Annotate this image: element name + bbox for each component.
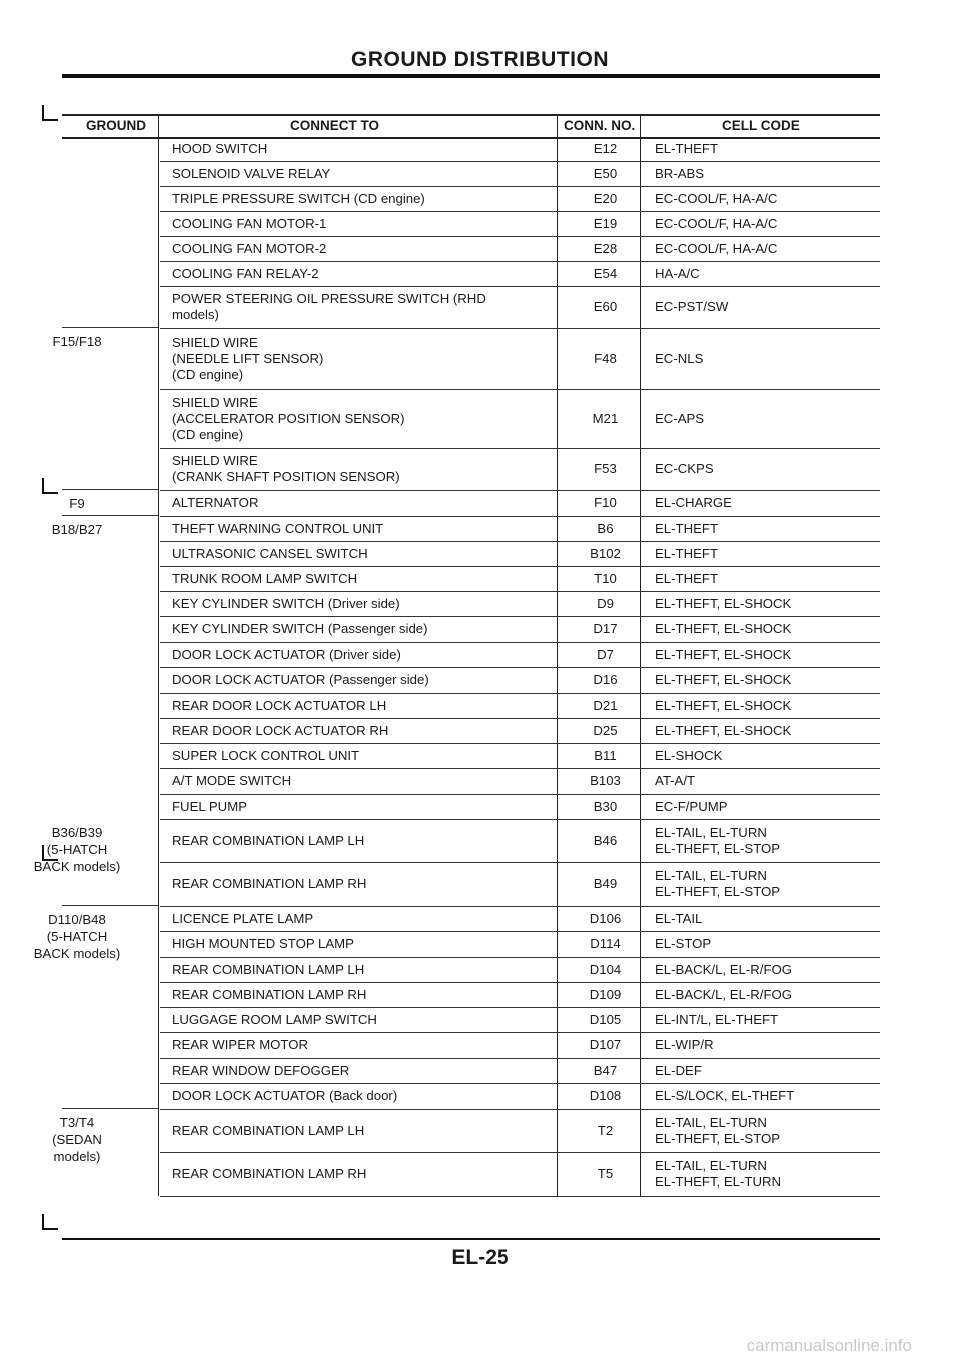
table-row bbox=[160, 591, 880, 616]
ground-label: B18/B27 bbox=[51, 522, 103, 537]
connect-to-cell: REAR DOOR LOCK ACTUATOR RH bbox=[160, 718, 564, 743]
cell-code-cell: AT-A/T bbox=[647, 768, 880, 794]
cell-code-cell: EC-F/PUMP bbox=[647, 794, 880, 819]
connect-to-cell: SUPER LOCK CONTROL UNIT bbox=[160, 743, 564, 768]
ground-label: F15/F18 bbox=[52, 334, 102, 349]
conn-no-cell: D109 bbox=[564, 982, 647, 1007]
conn-no-cell: D16 bbox=[564, 667, 647, 693]
cell-code-cell: EC-APS bbox=[647, 389, 880, 448]
table-row bbox=[160, 448, 880, 490]
cell-code-cell: EL-THEFT bbox=[647, 138, 880, 161]
cell-code-cell: EL-THEFT, EL-SHOCK bbox=[647, 642, 880, 667]
table-row bbox=[160, 186, 880, 211]
header-ground: GROUND bbox=[86, 118, 146, 133]
connect-to-cell: COOLING FAN MOTOR-1 bbox=[160, 211, 564, 236]
table-row bbox=[160, 1152, 880, 1196]
connect-to-cell: REAR COMBINATION LAMP LH bbox=[160, 957, 564, 982]
table-row bbox=[160, 906, 880, 931]
connect-to-cell: A/T MODE SWITCH bbox=[160, 768, 564, 794]
conn-no-cell: B46 bbox=[564, 819, 647, 862]
table-row bbox=[160, 389, 880, 448]
conn-no-cell: T10 bbox=[564, 566, 647, 591]
table-row bbox=[160, 261, 880, 286]
cell-code-cell: EL-THEFT, EL-SHOCK bbox=[647, 667, 880, 693]
table-row bbox=[160, 566, 880, 591]
conn-no-cell: F48 bbox=[564, 328, 647, 389]
conn-no-cell: E28 bbox=[564, 236, 647, 261]
cell-code-cell: EL-TAIL, EL-TURN EL-THEFT, EL-TURN bbox=[647, 1152, 880, 1196]
conn-no-cell: B49 bbox=[564, 862, 647, 906]
header-top-rule bbox=[62, 114, 880, 116]
cell-code-cell: EL-THEFT bbox=[647, 566, 880, 591]
cell-code-cell: BR-ABS bbox=[647, 161, 880, 186]
cell-code-cell: EC-COOL/F, HA-A/C bbox=[647, 211, 880, 236]
table-row bbox=[160, 1032, 880, 1058]
conn-no-cell: T5 bbox=[564, 1152, 647, 1196]
bottom-rule bbox=[62, 1238, 880, 1240]
table-row bbox=[160, 819, 880, 862]
connect-to-cell: DOOR LOCK ACTUATOR (Driver side) bbox=[160, 642, 564, 667]
cell-code-cell: EL-THEFT, EL-SHOCK bbox=[647, 693, 880, 718]
cell-code-cell: EC-COOL/F, HA-A/C bbox=[647, 186, 880, 211]
table-row bbox=[160, 862, 880, 906]
table-row bbox=[160, 931, 880, 957]
conn-no-cell: E19 bbox=[564, 211, 647, 236]
table-row bbox=[160, 616, 880, 642]
connect-to-cell: REAR WINDOW DEFOGGER bbox=[160, 1058, 564, 1083]
table-row bbox=[160, 286, 880, 328]
cell-code-cell: EL-S/LOCK, EL-THEFT bbox=[647, 1083, 880, 1109]
table-row bbox=[160, 982, 880, 1007]
conn-no-cell: D17 bbox=[564, 616, 647, 642]
cell-code-cell: EL-TAIL, EL-TURN EL-THEFT, EL-STOP bbox=[647, 1109, 880, 1152]
connect-to-cell: TRIPLE PRESSURE SWITCH (CD engine) bbox=[160, 186, 564, 211]
conn-no-cell: T2 bbox=[564, 1109, 647, 1152]
table-row bbox=[160, 138, 880, 161]
conn-no-cell: B30 bbox=[564, 794, 647, 819]
cell-code-cell: EC-CKPS bbox=[647, 448, 880, 490]
conn-no-cell: D107 bbox=[564, 1032, 647, 1058]
watermark: carmanualsonline.info bbox=[746, 1336, 912, 1355]
table-row bbox=[160, 642, 880, 667]
table-row bbox=[160, 1109, 880, 1152]
cell-code-cell: EL-BACK/L, EL-R/FOG bbox=[647, 957, 880, 982]
conn-no-cell: B102 bbox=[564, 541, 647, 566]
table-row bbox=[160, 516, 880, 541]
ground-label: D110/B48 (5-HATCH BACK models) bbox=[33, 912, 121, 961]
connect-to-cell: REAR COMBINATION LAMP LH bbox=[160, 1109, 564, 1152]
table-row bbox=[160, 211, 880, 236]
table-row bbox=[160, 1083, 880, 1109]
conn-no-cell: D21 bbox=[564, 693, 647, 718]
connect-to-cell: FUEL PUMP bbox=[160, 794, 564, 819]
conn-no-cell: E12 bbox=[564, 138, 647, 161]
conn-no-cell: D25 bbox=[564, 718, 647, 743]
title-rule bbox=[62, 74, 880, 78]
table-row bbox=[160, 490, 880, 516]
connect-to-cell: REAR COMBINATION LAMP RH bbox=[160, 982, 564, 1007]
cell-code-cell: EC-PST/SW bbox=[647, 286, 880, 328]
conn-no-cell: M21 bbox=[564, 389, 647, 448]
connect-to-cell: SOLENOID VALVE RELAY bbox=[160, 161, 564, 186]
page-title: GROUND DISTRIBUTION bbox=[351, 48, 609, 71]
margin-tick-mark bbox=[42, 105, 58, 121]
connect-to-cell: REAR DOOR LOCK ACTUATOR LH bbox=[160, 693, 564, 718]
connect-to-cell: SHIELD WIRE (ACCELERATOR POSITION SENSOR) (CD engine) bbox=[160, 389, 564, 448]
conn-no-cell: D114 bbox=[564, 931, 647, 957]
ground-group-rule bbox=[62, 1108, 158, 1109]
conn-no-cell: D108 bbox=[564, 1083, 647, 1109]
connect-to-cell: DOOR LOCK ACTUATOR (Back door) bbox=[160, 1083, 564, 1109]
conn-no-cell: B11 bbox=[564, 743, 647, 768]
connect-to-cell: ULTRASONIC CANSEL SWITCH bbox=[160, 541, 564, 566]
table-row bbox=[160, 236, 880, 261]
connect-to-cell: ALTERNATOR bbox=[160, 490, 564, 516]
cell-code-cell: HA-A/C bbox=[647, 261, 880, 286]
ground-group-rule bbox=[62, 515, 158, 516]
table-row bbox=[160, 794, 880, 819]
cell-code-cell: EC-COOL/F, HA-A/C bbox=[647, 236, 880, 261]
cell-code-cell: EL-INT/L, EL-THEFT bbox=[647, 1007, 880, 1032]
cell-code-cell: EL-THEFT bbox=[647, 541, 880, 566]
connect-to-cell: KEY CYLINDER SWITCH (Passenger side) bbox=[160, 616, 564, 642]
cell-code-cell: EL-THEFT, EL-SHOCK bbox=[647, 616, 880, 642]
connect-to-cell: REAR COMBINATION LAMP RH bbox=[160, 1152, 564, 1196]
connect-to-cell: TRUNK ROOM LAMP SWITCH bbox=[160, 566, 564, 591]
cell-code-cell: EC-NLS bbox=[647, 328, 880, 389]
connect-to-cell: REAR COMBINATION LAMP LH bbox=[160, 819, 564, 862]
conn-no-cell: F10 bbox=[564, 490, 647, 516]
margin-tick-mark bbox=[42, 1214, 58, 1230]
conn-no-cell: D7 bbox=[564, 642, 647, 667]
ground-group-rule bbox=[62, 489, 158, 490]
column-divider bbox=[158, 114, 159, 1196]
connect-to-cell: DOOR LOCK ACTUATOR (Passenger side) bbox=[160, 667, 564, 693]
table-row bbox=[160, 693, 880, 718]
connect-to-cell: LUGGAGE ROOM LAMP SWITCH bbox=[160, 1007, 564, 1032]
table-row bbox=[160, 161, 880, 186]
connect-to-cell: COOLING FAN RELAY-2 bbox=[160, 261, 564, 286]
conn-no-cell: D9 bbox=[564, 591, 647, 616]
cell-code-cell: EL-CHARGE bbox=[647, 490, 880, 516]
table-row bbox=[160, 328, 880, 389]
conn-no-cell: E60 bbox=[564, 286, 647, 328]
cell-code-cell: EL-WIP/R bbox=[647, 1032, 880, 1058]
conn-no-cell: B47 bbox=[564, 1058, 647, 1083]
ground-group-rule bbox=[62, 905, 158, 906]
conn-no-cell: D104 bbox=[564, 957, 647, 982]
conn-no-cell: B6 bbox=[564, 516, 647, 541]
cell-code-cell: EL-DEF bbox=[647, 1058, 880, 1083]
table-row bbox=[160, 768, 880, 794]
table-row bbox=[160, 743, 880, 768]
connect-to-cell: REAR COMBINATION LAMP RH bbox=[160, 862, 564, 906]
conn-no-cell: E54 bbox=[564, 261, 647, 286]
table-row bbox=[160, 1007, 880, 1032]
header-cell-code: CELL CODE bbox=[722, 118, 800, 133]
ground-distribution-table bbox=[160, 138, 880, 1197]
cell-code-cell: EL-SHOCK bbox=[647, 743, 880, 768]
conn-no-cell: D106 bbox=[564, 906, 647, 931]
cell-code-cell: EL-STOP bbox=[647, 931, 880, 957]
cell-code-cell: EL-THEFT bbox=[647, 516, 880, 541]
ground-group-rule bbox=[62, 327, 158, 328]
cell-code-cell: EL-TAIL, EL-TURN EL-THEFT, EL-STOP bbox=[647, 862, 880, 906]
conn-no-cell: E50 bbox=[564, 161, 647, 186]
connect-to-cell: SHIELD WIRE (NEEDLE LIFT SENSOR) (CD engine) bbox=[160, 328, 564, 389]
connect-to-cell: REAR WIPER MOTOR bbox=[160, 1032, 564, 1058]
conn-no-cell: B103 bbox=[564, 768, 647, 794]
cell-code-cell: EL-BACK/L, EL-R/FOG bbox=[647, 982, 880, 1007]
connect-to-cell: HIGH MOUNTED STOP LAMP bbox=[160, 931, 564, 957]
ground-label: F9 bbox=[69, 496, 85, 511]
ground-label: B36/B39 (5-HATCH BACK models) bbox=[33, 825, 121, 874]
connect-to-cell: THEFT WARNING CONTROL UNIT bbox=[160, 516, 564, 541]
margin-tick-mark bbox=[42, 478, 58, 494]
cell-code-cell: EL-THEFT, EL-SHOCK bbox=[647, 718, 880, 743]
cell-code-cell: EL-THEFT, EL-SHOCK bbox=[647, 591, 880, 616]
connect-to-cell: POWER STEERING OIL PRESSURE SWITCH (RHD models) bbox=[160, 286, 564, 328]
connect-to-cell: SHIELD WIRE (CRANK SHAFT POSITION SENSOR) bbox=[160, 448, 564, 490]
ground-label: T3/T4 (SEDAN models) bbox=[52, 1115, 102, 1164]
table-row bbox=[160, 718, 880, 743]
connect-to-cell: LICENCE PLATE LAMP bbox=[160, 906, 564, 931]
header-connect-to: CONNECT TO bbox=[290, 118, 380, 133]
connect-to-cell: COOLING FAN MOTOR-2 bbox=[160, 236, 564, 261]
table-row bbox=[160, 1058, 880, 1083]
table-row bbox=[160, 957, 880, 982]
table-row bbox=[160, 667, 880, 693]
conn-no-cell: F53 bbox=[564, 448, 647, 490]
connect-to-cell: KEY CYLINDER SWITCH (Driver side) bbox=[160, 591, 564, 616]
header-conn-no: CONN. NO. bbox=[564, 118, 636, 133]
table-row bbox=[160, 541, 880, 566]
conn-no-cell: E20 bbox=[564, 186, 647, 211]
cell-code-cell: EL-TAIL, EL-TURN EL-THEFT, EL-STOP bbox=[647, 819, 880, 862]
cell-code-cell: EL-TAIL bbox=[647, 906, 880, 931]
connect-to-cell: HOOD SWITCH bbox=[160, 138, 564, 161]
page-number: EL-25 bbox=[451, 1246, 509, 1269]
conn-no-cell: D105 bbox=[564, 1007, 647, 1032]
